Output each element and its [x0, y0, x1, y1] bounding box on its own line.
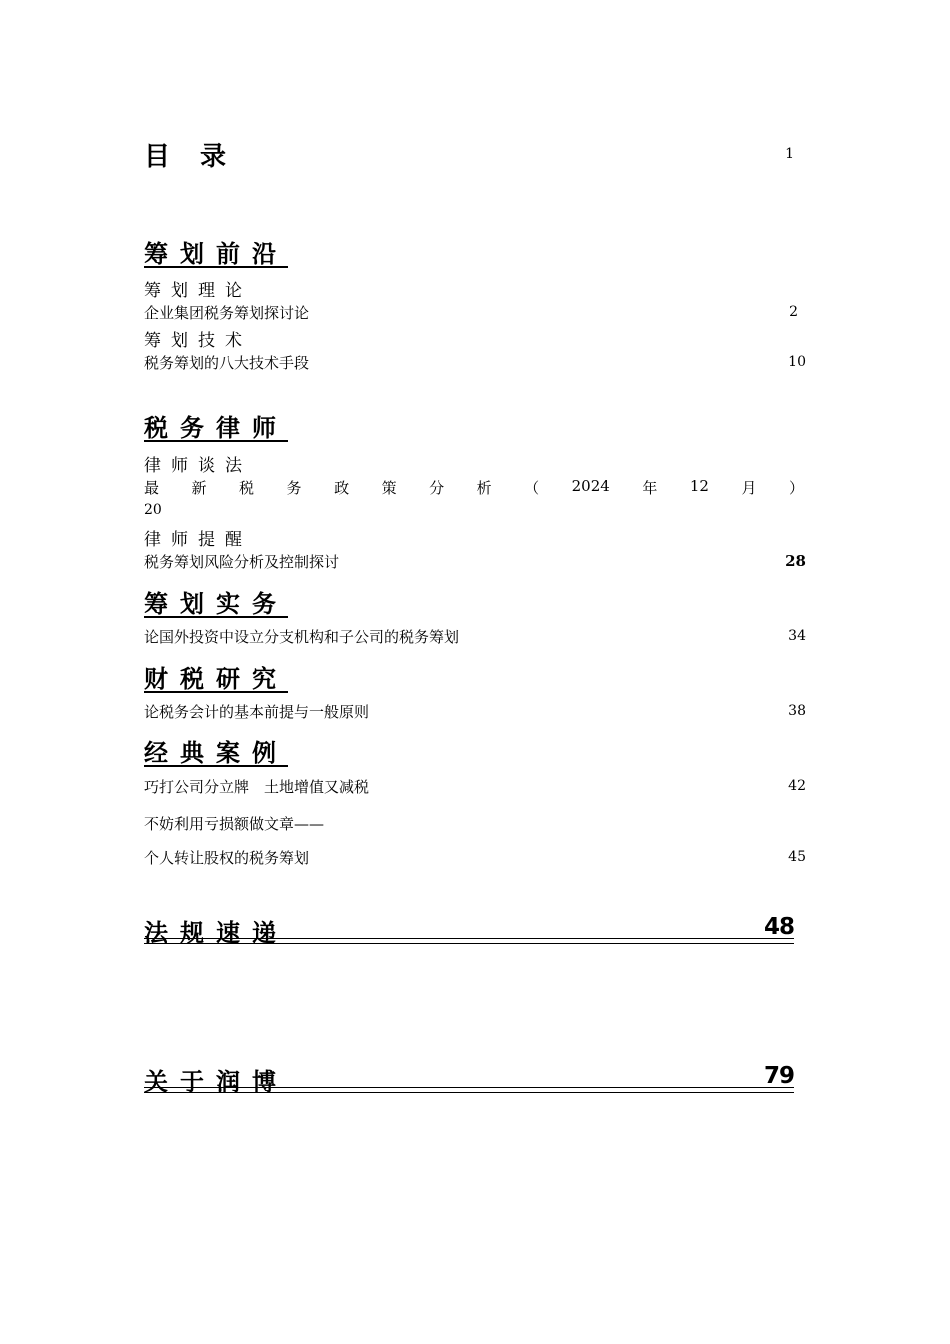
toc-entry-char: 12: [689, 477, 709, 495]
section-title-about: 关于润博: [144, 1068, 288, 1096]
subsection-title-theory: 筹划理论: [144, 281, 252, 301]
toc-entry-char: 务: [286, 479, 302, 497]
section-title-lawyer: 税务律师: [144, 414, 288, 442]
toc-entry[interactable]: 论国外投资中设立分支机构和子公司的税务筹划: [144, 628, 460, 646]
section-title-research: 财税研究: [144, 665, 288, 693]
toc-entry-page: 2: [789, 304, 798, 320]
toc-entry-char: （: [524, 479, 540, 497]
toc-entry[interactable]: 税务筹划风险分析及控制探讨: [144, 553, 340, 571]
toc-entry-char: ）: [788, 479, 804, 497]
toc-entry-char: 最: [144, 479, 160, 497]
toc-entry-char: 月: [741, 479, 757, 497]
toc-entry[interactable]: 企业集团税务筹划探讨论: [144, 304, 310, 322]
toc-entry[interactable]: 不妨利用亏损额做文章——: [144, 815, 325, 833]
toc-page-number: 1: [785, 146, 794, 162]
toc-heading: 目 录: [144, 142, 229, 172]
section-page-number: 79: [763, 1063, 794, 1089]
toc-entry-justified[interactable]: [144, 477, 804, 498]
section-title-frontier: 筹划前沿: [144, 240, 288, 268]
section-title-cases: 经典案例: [144, 739, 288, 767]
toc-entry-page: 45: [788, 849, 806, 865]
toc-entry[interactable]: 巧打公司分立牌 土地增值又减税: [144, 778, 370, 796]
section-page-number: 48: [763, 914, 794, 940]
section-title-laws: 法规速递: [144, 919, 288, 947]
toc-entry-page: 28: [785, 552, 806, 570]
toc-entry-char: 税: [239, 479, 255, 497]
toc-entry[interactable]: 个人转让股权的税务筹划: [144, 849, 310, 867]
toc-entry-char: 策: [381, 479, 397, 497]
toc-entry-char: 析: [476, 479, 492, 497]
toc-entry[interactable]: 税务筹划的八大技术手段: [144, 354, 310, 372]
toc-entry-char: 2024: [571, 477, 610, 495]
toc-entry-page: 38: [788, 703, 806, 719]
double-rule-divider: [144, 1087, 794, 1093]
toc-entry-page: 10: [788, 354, 806, 370]
toc-entry-page: 20: [144, 502, 162, 518]
toc-entry[interactable]: 论税务会计的基本前提与一般原则: [144, 703, 370, 721]
toc-entry-page: 42: [788, 778, 806, 794]
double-rule-divider: [144, 938, 794, 944]
subsection-title-lawyer-reminder: 律师提醒: [144, 530, 252, 550]
subsection-title-technique: 筹划技术: [144, 331, 252, 351]
toc-entry-char: 分: [429, 479, 445, 497]
subsection-title-law-talk: 律师谈法: [144, 456, 252, 476]
toc-entry-char: 政: [334, 479, 350, 497]
toc-entry-page: 34: [788, 628, 806, 644]
toc-entry-char: 年: [642, 479, 658, 497]
section-title-practice: 筹划实务: [144, 590, 288, 618]
toc-entry-char: 新: [191, 479, 207, 497]
